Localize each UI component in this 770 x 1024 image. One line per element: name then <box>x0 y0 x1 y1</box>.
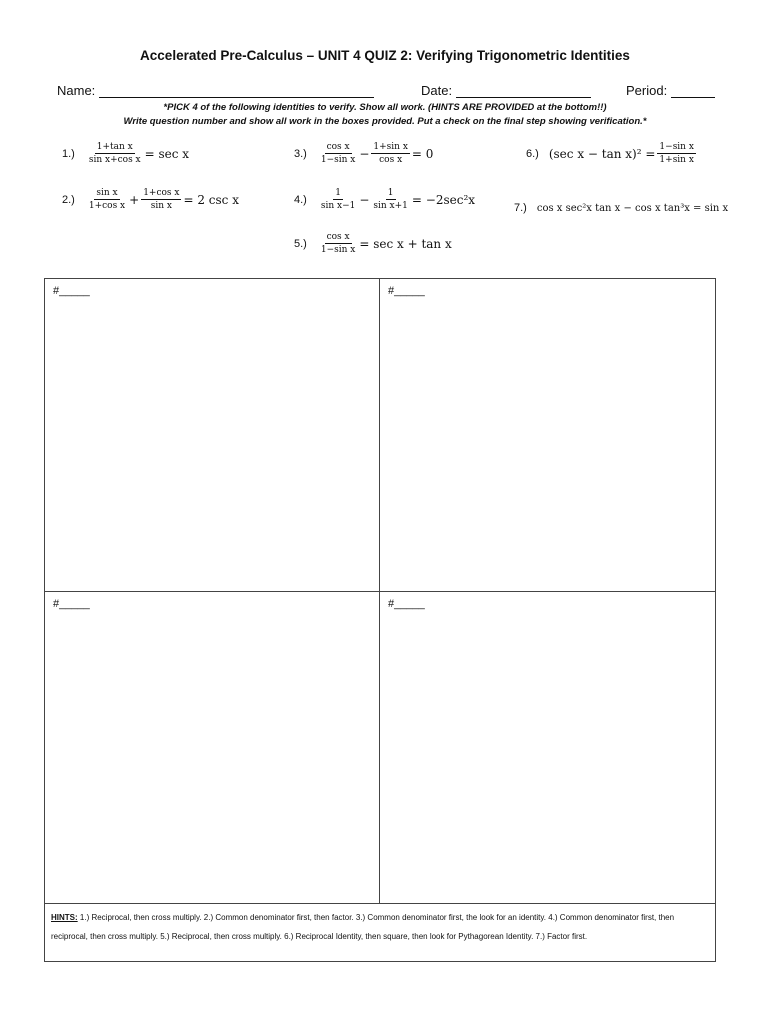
page-title: Accelerated Pre-Calculus – UNIT 4 QUIZ 2: Verifying Trigonometric Identities <box>140 48 630 63</box>
hints-label: HINTS: <box>51 913 78 922</box>
hints-section <box>45 904 715 950</box>
problem-1: 1.) $\frac{\text{1+tan x}}{\text{sin x+cos x}}$ = sec x <box>62 142 190 165</box>
period-line <box>671 84 715 98</box>
period-field[interactable]: Period: <box>626 83 715 98</box>
name-line <box>99 84 374 98</box>
problem-7: 7.) cos x sec²x tan x − cos x tan³x = sin x <box>514 202 729 214</box>
work-box-2[interactable] <box>380 279 715 592</box>
problem-4: 4.) $\frac{1}{\text{sin x−1}}$ − $\frac{1}{\text{sin x+1}}$ = −2sec²x <box>294 188 476 211</box>
work-box-label: #_____ <box>388 598 425 610</box>
work-box-label: #_____ <box>53 598 90 610</box>
work-box-3[interactable] <box>45 592 380 904</box>
instruction-line-2: Write question number and show all work in the boxes provided. Put a check on the final step showing verification.* <box>123 116 647 127</box>
work-box-grid <box>44 278 716 962</box>
problem-2: 2.) $\frac{\text{sin x}}{\text{1+cos x}}$ + $\frac{\text{1+cos x}}{\text{sin x}}$ = 2 csc x <box>62 188 239 211</box>
problem-5: 5.) $\frac{\text{cos x}}{\text{1−sin x}}$ = sec x + tan x <box>294 232 452 255</box>
date-field[interactable]: Date: <box>421 83 591 98</box>
work-box-1[interactable] <box>45 279 380 592</box>
problem-3: 3.) $\frac{\text{cos x}}{\text{1−sin x}}$ − $\frac{\text{1+sin x}}{\text{cos x}}$ = 0 <box>294 142 434 165</box>
work-box-4[interactable] <box>380 592 715 904</box>
work-box-label: #_____ <box>53 285 90 297</box>
hints-text: 1.) Reciprocal, then cross multiply. 2.) Common denominator first, then factor. 3.) Common denominator first, the look for an identity. 4.) Common denominator first, then reciprocal, then cross multiply. 5.) Reciprocal, then cross multiply. 6.) Reciprocal Identity, then square, then look for Pythagorean Identity. 7.) Factor first. <box>51 913 675 941</box>
name-field[interactable]: Name: <box>57 83 374 98</box>
date-line <box>456 84 591 98</box>
instruction-line-1: *PICK 4 of the following identities to verify. Show all work. (HINTS ARE PROVIDED at the bottom!!) <box>163 102 607 113</box>
problem-6: 6.) (sec x − tan x)² = $\frac{\text{1−sin x}}{\text{1+sin x}}$ <box>526 142 694 165</box>
work-box-label: #_____ <box>388 285 425 297</box>
